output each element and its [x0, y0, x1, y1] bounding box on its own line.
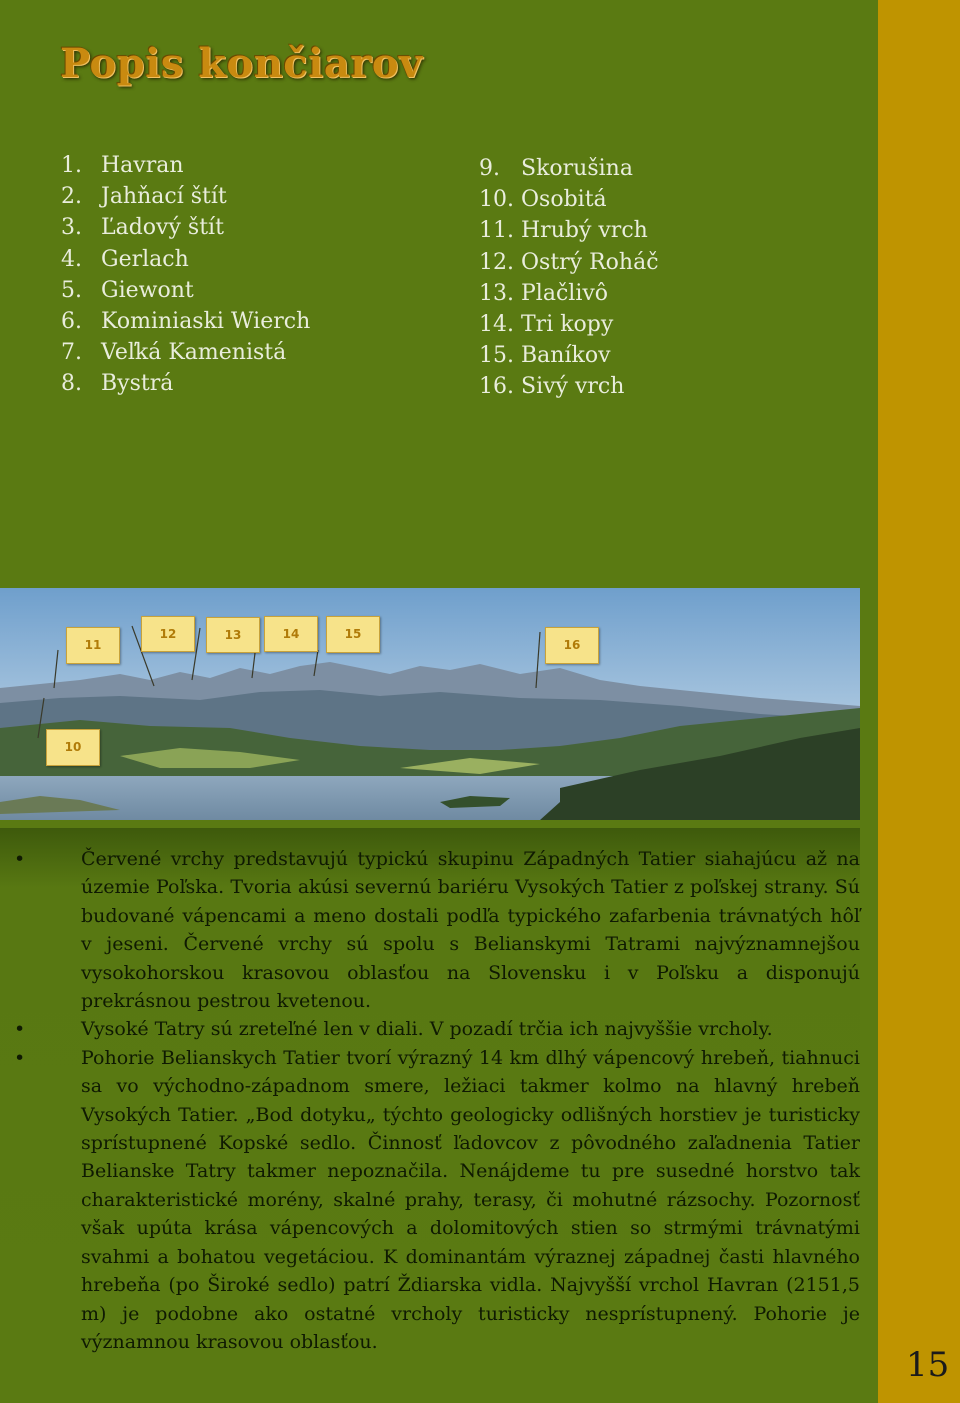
list-item-number: 12. — [479, 249, 514, 275]
list-item — [479, 215, 659, 246]
list-item — [479, 184, 659, 215]
list-item — [61, 181, 310, 212]
panorama-photo — [0, 588, 860, 820]
list-item-number: 9. — [479, 156, 500, 181]
list-item-label: Veľká Kamenistá — [101, 340, 287, 366]
page-title: Popis končiarov — [60, 40, 423, 87]
list-item — [479, 278, 659, 309]
list-item — [61, 337, 310, 368]
list-item-number: 3. — [61, 215, 82, 241]
list-item-number: 4. — [61, 246, 82, 272]
list-item-label: Kominiaski Wierch — [101, 308, 311, 334]
list-item-label: Gerlach — [101, 246, 189, 272]
list-item — [479, 340, 659, 371]
list-item-label: Hrubý vrch — [521, 218, 648, 244]
photo-label-14: 14 — [264, 616, 318, 652]
list-item-number: 15. — [479, 343, 514, 369]
list-item-label: Havran — [101, 153, 184, 178]
list-item — [479, 371, 659, 402]
list-item-label: Tri kopy — [521, 311, 614, 337]
list-item-label: Baníkov — [521, 343, 611, 369]
list-item — [61, 306, 310, 337]
list-item — [479, 247, 659, 278]
photo-label-11: 11 — [66, 627, 120, 664]
list-item-label: Giewont — [101, 277, 194, 303]
panorama-illustration — [0, 588, 860, 820]
list-item-number: 16. — [479, 374, 514, 400]
peak-list-right — [479, 153, 659, 403]
photo-label-15: 15 — [326, 616, 380, 653]
list-item-number: 7. — [61, 340, 82, 366]
list-item-label: Ostrý Roháč — [521, 249, 659, 275]
list-item-label: Jahňací štít — [101, 184, 227, 210]
list-item-number: 14. — [479, 311, 514, 337]
list-item-number: 8. — [61, 371, 82, 397]
list-item-label: Osobitá — [521, 187, 607, 213]
list-item-number: 5. — [61, 277, 82, 303]
bullet-paragraph: • Vysoké Tatry sú zreteľné len v diali. V pozadí trčia ich najvyššie vrcholy. — [0, 1015, 860, 1043]
page-number: 15 — [906, 1345, 950, 1385]
photo-label-13: 13 — [206, 617, 260, 653]
list-item-number: 10. — [479, 187, 514, 213]
list-item — [61, 212, 310, 243]
photo-label-10: 10 — [46, 729, 100, 766]
list-item-number: 1. — [61, 153, 82, 178]
description-bullets — [0, 845, 860, 1356]
list-item — [479, 309, 659, 340]
list-item — [479, 153, 659, 184]
list-item-label: Ľadový štít — [101, 215, 224, 241]
photo-label-16: 16 — [545, 627, 599, 664]
side-band — [878, 0, 960, 1403]
peak-list-left — [61, 150, 310, 400]
list-item-number: 11. — [479, 218, 514, 244]
list-item-label: Plačlivô — [521, 280, 609, 306]
list-item — [61, 275, 310, 306]
list-item — [61, 244, 310, 275]
bullet-paragraph: • Červené vrchy predstavujú typickú skupinu Západných Tatier siahajúcu až na územie Poľska. Tvoria akúsi severnú bariéru Vysokých Tatier z poľskej strany. Sú budované vápencami a meno dostali podľa typického zafarbenia trávnatých hôľ v jeseni. Červené vrchy sú spolu s Belianskymi Tatrami najvýznamnejšou vysokohorskou krasovou oblasťou na Slovensku i v Poľsku a disponujú prekrásnou pestrou kvetenou. — [0, 845, 860, 1015]
list-item-number: 6. — [61, 308, 82, 334]
list-item-number: 2. — [61, 184, 82, 210]
list-item-label: Sivý vrch — [521, 374, 625, 400]
bullet-paragraph: • Pohorie Belianskych Tatier tvorí výrazný 14 km dlhý vápencový hrebeň, tiahnuci sa vo východno-západnom smere, ležiaci takmer kolmo na hlavný hrebeň Vysokých Tatier. „Bod dotyku„ týchto geologicky odlišných horstiev je turisticky sprístupnené Kopské sedlo. Činnosť ľadovcov z pôvodného zaľadnenia Tatier Belianske Tatry takmer nepoznačila. Nenájdeme tu pre susedné horstvo tak charakteristické morény, skalné prahy, terasy, či mohutné rázsochy. Pozornosť však upúta krása vápencových a dolomitových stien so strmými trávnatými svahmi a bohatou vegetáciou. K dominantám výraznej západnej časti hlavného hrebeňa (po Široké sedlo) patrí Ždiarska vidla. Najvyšší vrchol Havran (2151,5 m) je podobne ako ostatné vrcholy turisticky nesprístupnený. Pohorie je významnou krasovou oblasťou. — [0, 1044, 860, 1356]
list-item — [61, 150, 310, 181]
photo-label-12: 12 — [141, 616, 195, 652]
list-item-label: Bystrá — [101, 371, 174, 397]
list-item — [61, 368, 310, 399]
list-item-number: 13. — [479, 280, 514, 306]
list-item-label: Skorušina — [521, 156, 633, 181]
